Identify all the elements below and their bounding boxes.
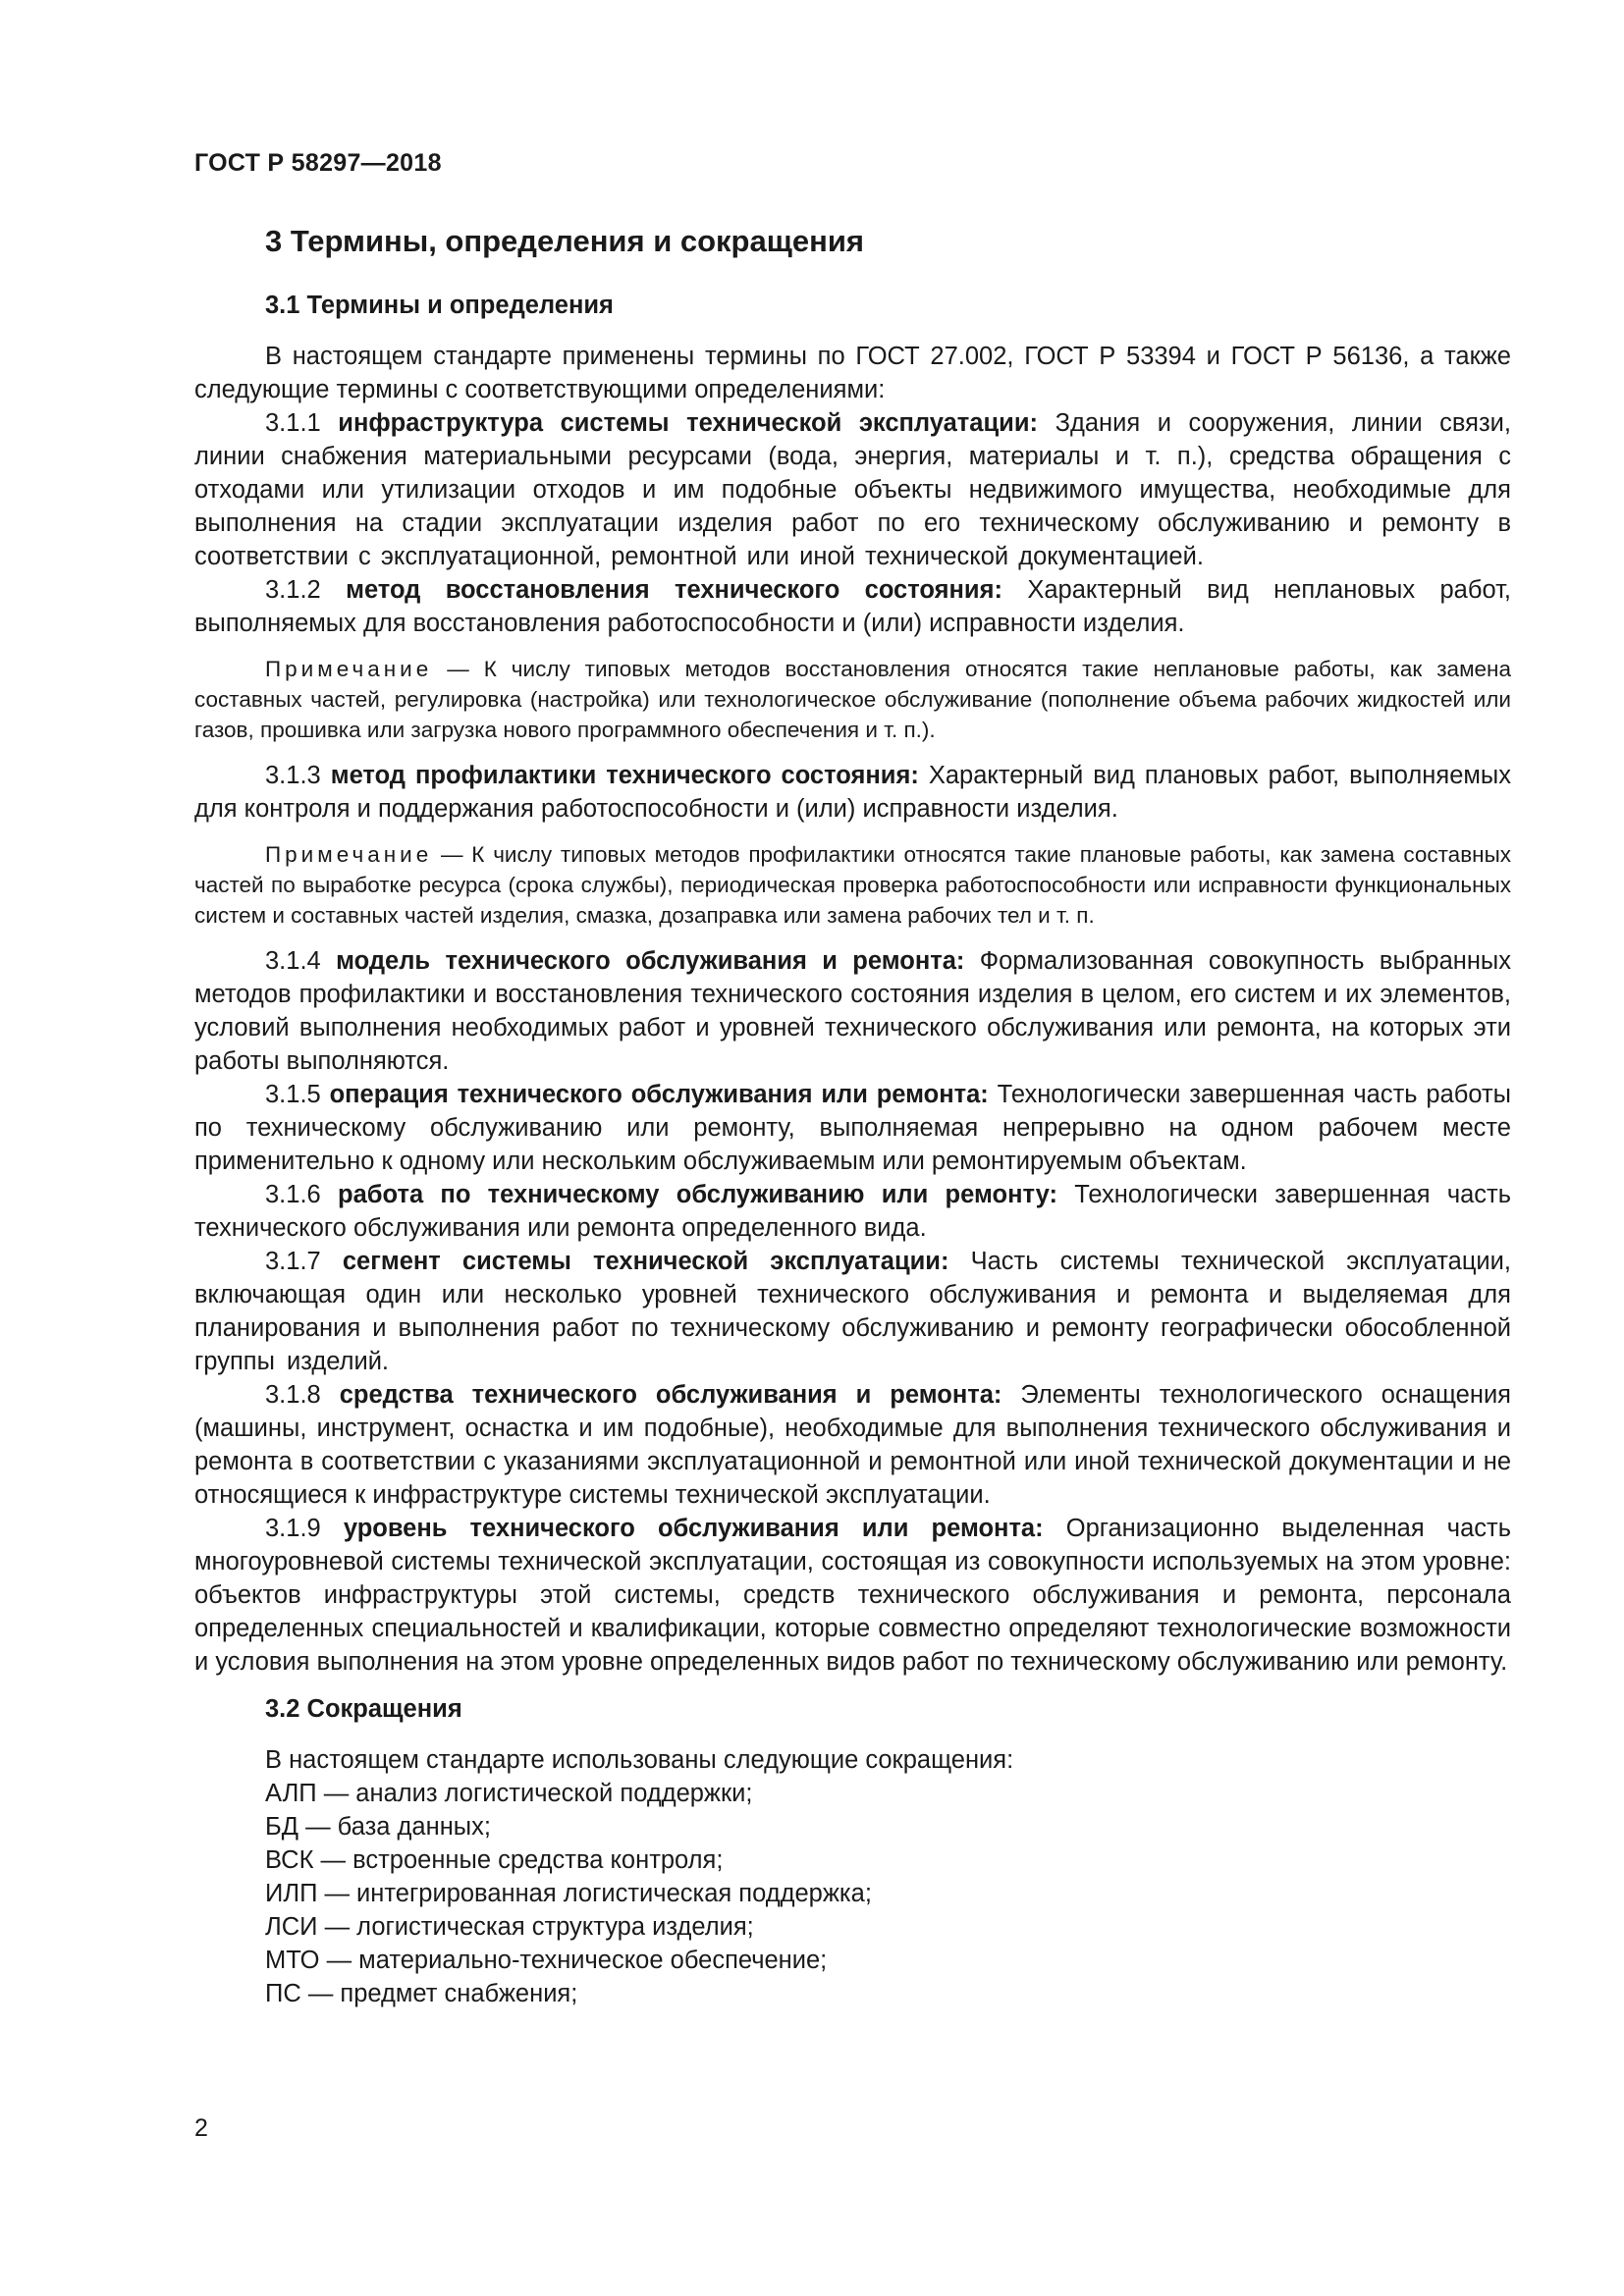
term-definition: Характерный вид плановых работ, выполняемых для контроля и поддержания работоспособности и (или) исправности изделия. xyxy=(194,762,1511,823)
term-item xyxy=(194,759,1511,826)
term-name: уровень технического обслуживания или ремонта: xyxy=(343,1515,1044,1542)
note-text: — К числу типовых методов профилактики относятся такие плановые работы, как замена составных частей по выработке ресурса (срока службы), периодическая проверка работоспособности или исправности функциональных систем и составных частей изделия, смазка, дозаправка или замена рабочих тел и т. п. xyxy=(194,842,1511,928)
abbreviation-item: БД — база данных; xyxy=(265,1813,491,1841)
note xyxy=(194,654,1511,745)
term-name: сегмент системы технической эксплуатации: xyxy=(342,1248,949,1275)
note-label: Примечание xyxy=(265,657,433,681)
term-name: метод профилактики технического состояния: xyxy=(330,762,919,789)
term-name: работа по техническому обслуживанию или ремонту: xyxy=(338,1181,1057,1208)
term-definition: Здания и сооружения, линии связи, линии снабжения материальными ресурсами (вода, энергия, материалы и т. п.), средства обращения с отходами или утилизации отходов и им подобные объекты недвижимого имущества, необходимые для выполнения на стадии эксплуатации изделия работ по его техническому обслуживанию и ремонту в соответствии с эксплуатационной, ремонтной или иной технической документацией. xyxy=(194,409,1511,570)
term-number: 3.1.1 xyxy=(265,409,321,437)
note-label: Примечание xyxy=(265,842,433,867)
term-definition: Часть системы технической эксплуатации, включающая один или несколько уровней технического обслуживания и ремонта и выделяемая для планирования и выполнения работ по техническому обслуживанию и ремонту географически обособленной группы изделий. xyxy=(194,1248,1512,1375)
subsection-title-terms: 3.1 Термины и определения xyxy=(265,292,614,319)
section-title: 3 Термины, определения и сокращения xyxy=(265,224,864,258)
abbreviation-item: АЛП — анализ логистической поддержки; xyxy=(265,1780,753,1807)
term-name: средства технического обслуживания и ремонта: xyxy=(339,1381,1002,1409)
term-definition: Организационно выделенная часть многоуровневой системы технической эксплуатации, состоящая из совокупности используемых на этом уровне: объектов инфраструктуры этой системы, средств технического обслуживания и ремонта, персонала определенных специальностей и квалификации, которые совместно определяют технологические возможности и условия выполнения на этом уровне определенных видов работ по техническому обслуживанию или ремонту. xyxy=(194,1515,1511,1676)
term-name: метод восстановления технического состояния: xyxy=(346,576,1002,604)
term-number: 3.1.4 xyxy=(265,947,321,975)
term-name: инфраструктура системы технической эксплуатации: xyxy=(338,409,1038,437)
term-definition: Технологически завершенная часть работы по техническому обслуживанию или ремонту, выполняемая непрерывно на одном рабочем месте применительно к одному или нескольким обслуживаемым или ремонтируемым объектам. xyxy=(194,1081,1512,1175)
term-number: 3.1.8 xyxy=(265,1381,321,1409)
abbreviation-item: ПС — предмет снабжения; xyxy=(265,1980,578,2007)
term-number: 3.1.5 xyxy=(265,1081,321,1108)
term-item xyxy=(194,1378,1511,1512)
page-content xyxy=(194,222,1511,2010)
abbreviations-intro: В настоящем стандарте использованы следующие сокращения: xyxy=(265,1746,1014,1774)
term-number: 3.1.3 xyxy=(265,762,321,789)
abbreviation-item: ЛСИ — логистическая структура изделия; xyxy=(265,1913,754,1941)
term-number: 3.1.2 xyxy=(265,576,321,604)
term-number: 3.1.7 xyxy=(265,1248,321,1275)
term-definition: Технологически завершенная часть технического обслуживания или ремонта определенного вида. xyxy=(194,1181,1512,1242)
terms-intro: В настоящем стандарте применены термины по ГОСТ 27.002, ГОСТ Р 53394 и ГОСТ Р 56136, а также следующие термины с соответствующими определениями: xyxy=(194,343,1511,403)
note xyxy=(194,839,1511,931)
term-item xyxy=(194,1245,1511,1378)
term-number: 3.1.9 xyxy=(265,1515,321,1542)
abbreviations-list xyxy=(194,1777,1511,2010)
note-text: — К числу типовых методов восстановления относятся такие неплановые работы, как замена составных частей, регулировка (настройка) или технологическое обслуживание (пополнение объема рабочих жидкостей или газов, прошивка или загрузка нового программного обеспечения и т. п.). xyxy=(194,657,1511,742)
term-item xyxy=(194,573,1511,640)
term-definition: Формализованная совокупность выбранных методов профилактики и восстановления технического состояния изделия в целом, его систем и их элементов, условий выполнения необходимых работ и уровней технического обслуживания или ремонта, на которых эти работы выполняются. xyxy=(194,947,1511,1075)
page-number: 2 xyxy=(194,2114,208,2142)
term-item xyxy=(194,1078,1511,1178)
term-definition: Характерный вид неплановых работ, выполняемых для восстановления работоспособности и (или) исправности изделия. xyxy=(194,576,1512,637)
abbreviation-item: ВСК — встроенные средства контроля; xyxy=(265,1846,724,1874)
term-definition: Элементы технологического оснащения (машины, инструмент, оснастка и им подобные), необходимые для выполнения технического обслуживания и ремонта в соответствии с указаниями эксплуатационной и ремонтной или иной технической документации и не относящиеся к инфраструктуре системы технической эксплуатации. xyxy=(194,1381,1511,1509)
term-item xyxy=(194,944,1511,1078)
abbreviation-item: МТО — материально-техническое обеспечение; xyxy=(265,1947,828,1974)
term-number: 3.1.6 xyxy=(265,1181,321,1208)
term-item xyxy=(194,406,1511,573)
term-item xyxy=(194,1178,1511,1245)
abbreviation-item: ИЛП — интегрированная логистическая поддержка; xyxy=(265,1880,872,1907)
document-code-header: ГОСТ Р 58297—2018 xyxy=(194,149,442,177)
term-item xyxy=(194,1512,1511,1679)
term-name: модель технического обслуживания и ремонта: xyxy=(336,947,965,975)
subsection-title-abbreviations: 3.2 Сокращения xyxy=(265,1695,462,1723)
term-name: операция технического обслуживания или ремонта: xyxy=(329,1081,989,1108)
